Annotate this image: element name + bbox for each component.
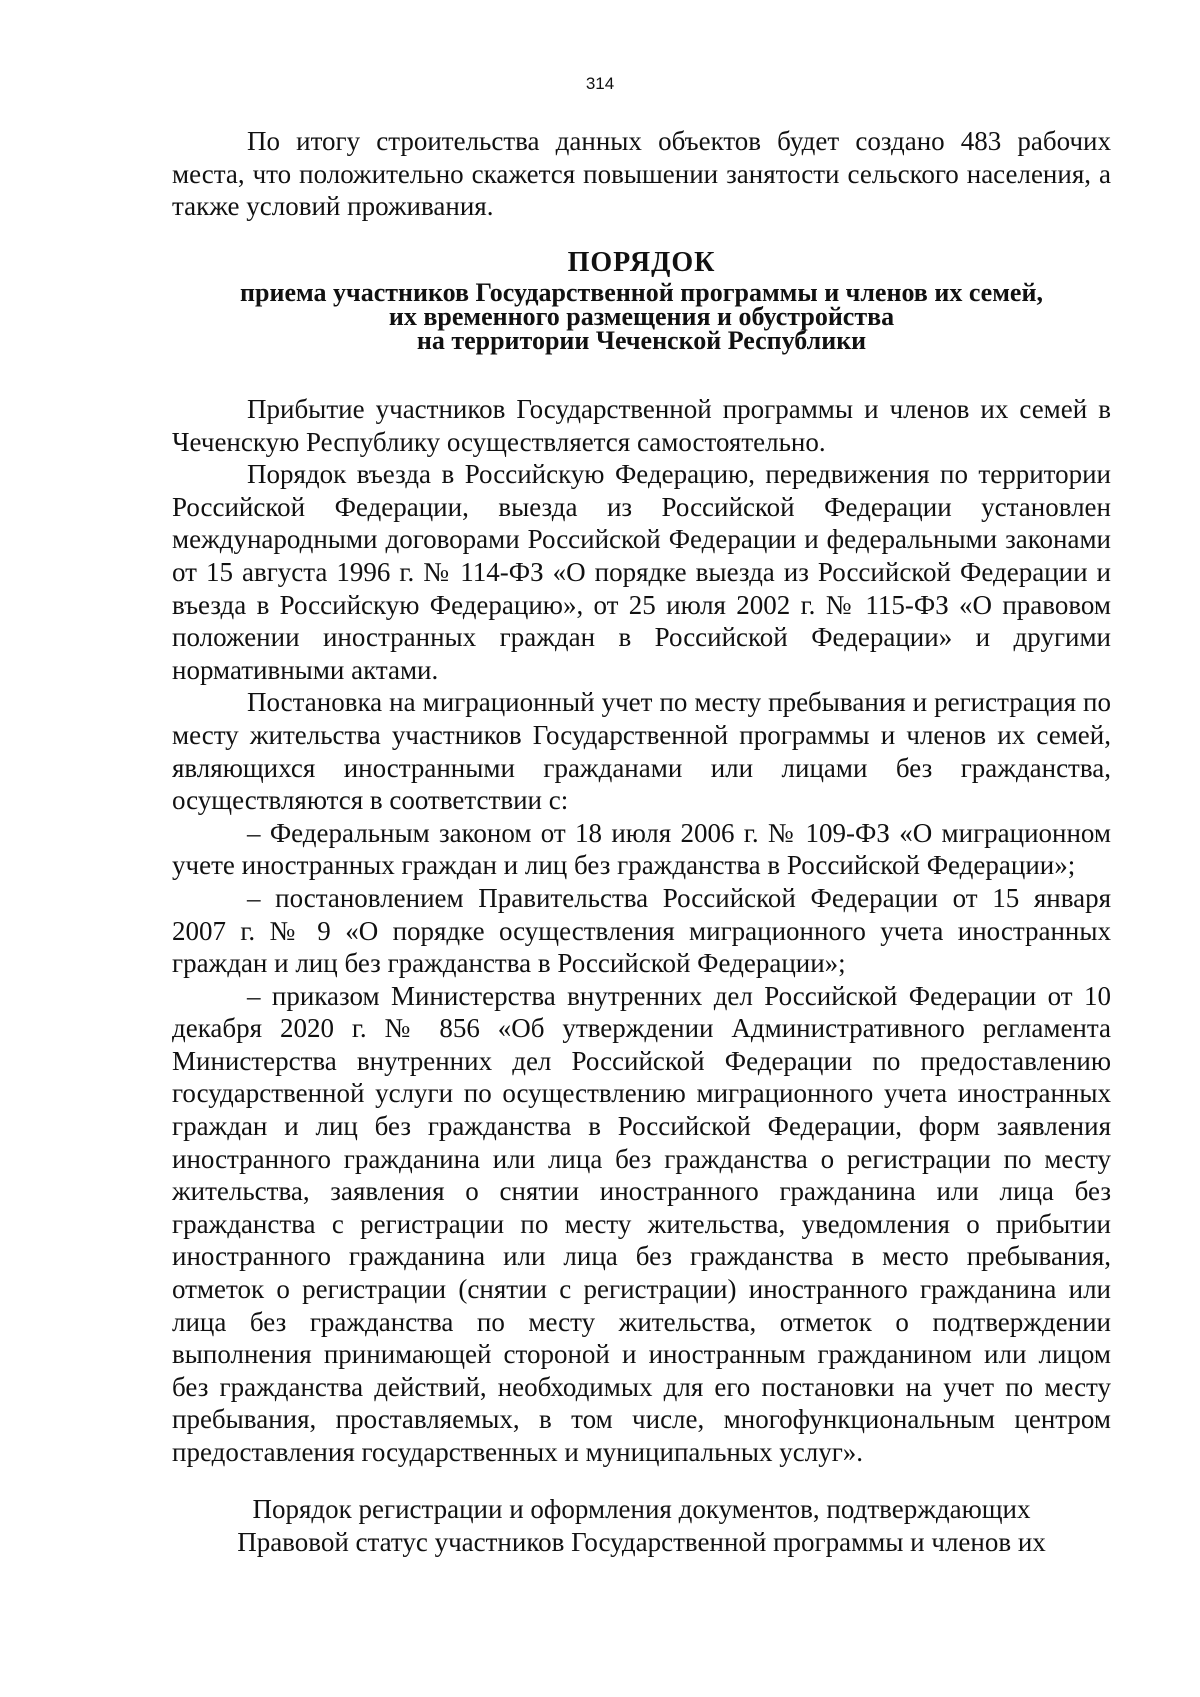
list-item-federal-law: – Федеральным законом от 18 июля 2006 г. № 109-ФЗ «О миграционном учете иностранных граждан и лиц без гражданства в Российской Федерации»;	[172, 817, 1111, 881]
list-item-ministry-order: – приказом Министерства внутренних дел Российской Федерации от 10 декабря 2020 г. № 856 «Об утверждении Административного регламента Министерства внутренних дел Российской Федерации по предоставлению государственной услуги по осуществлению миграционного учета иностранных граждан и лиц без гражданства в Российской Федерации, форм заявления иностранного гражданина или лица без гражданства о регистрации по месту жительства, заявления о снятии иностранного гражданина или лица без гражданства с регистрации по месту жительства, уведомления о прибытии иностранного гражданина или лица без гражданства в место пребывания, отметок о регистрации (снятии с регистрации) иностранного гражданина или лица без гражданства по месту жительства, отметок о подтверждении выполнения принимающей стороной и иностранным гражданином или лицом без гражданства действий, необходимых для его постановки на учет по месту пребывания, проставляемых, в том числе, многофункциональным центром предоставления государственных и муниципальных услуг».	[172, 980, 1111, 1467]
title-subtitle-line: приема участников Государственной программы и членов их семей,	[240, 278, 1043, 307]
title-subtitle	[172, 278, 1111, 355]
page-number: 314	[585, 74, 615, 93]
intro-section	[172, 125, 1111, 223]
title-subtitle-line: их временного размещения и обустройства	[388, 302, 895, 331]
body-text	[172, 393, 1111, 1469]
paragraph-arrival: Прибытие участников Государственной программы и членов их семей в Чеченскую Республику осуществляется самостоятельно.	[172, 394, 1111, 457]
section-title	[172, 245, 1111, 353]
closing-line: Правовой статус участников Государственной программы и членов их	[237, 1527, 1046, 1557]
paragraph-entry-order: Порядок въезда в Российскую Федерацию, передвижения по территории Российской Федерации, выезда из Российской Федерации установлен международными договорами Российской Федерации и федеральными законами от 15 августа 1996 г. № 114-ФЗ «О порядке выезда из Российской Федерации и въезда в Российскую Федерацию», от 25 июля 2002 г. № 115-ФЗ «О правовом положении иностранных граждан в Российской Федерации» и другими нормативными актами.	[172, 459, 1111, 685]
title-main: ПОРЯДОК	[567, 247, 716, 278]
closing-line: Порядок регистрации и оформления документов, подтверждающих	[252, 1494, 1031, 1524]
paragraph-registration: Постановка на миграционный учет по месту пребывания и регистрация по месту жительства участников Государственной программы и членов их семей, являющихся иностранными гражданами или лицами без гражданства, осуществляются в соответствии с:	[172, 687, 1111, 816]
closing-heading	[172, 1493, 1111, 1559]
list-item-government-decree: – постановлением Правительства Российской Федерации от 15 января 2007 г. № 9 «О порядке осуществления миграционного учета иностранных граждан и лиц без гражданства в Российской Федерации»;	[172, 882, 1111, 979]
title-subtitle-line: на территории Чеченской Республики	[416, 326, 867, 355]
intro-paragraph: По итогу строительства данных объектов будет создано 483 рабочих места, что положительно скажется повышении занятости сельского населения, а также условий проживания.	[172, 126, 1111, 222]
